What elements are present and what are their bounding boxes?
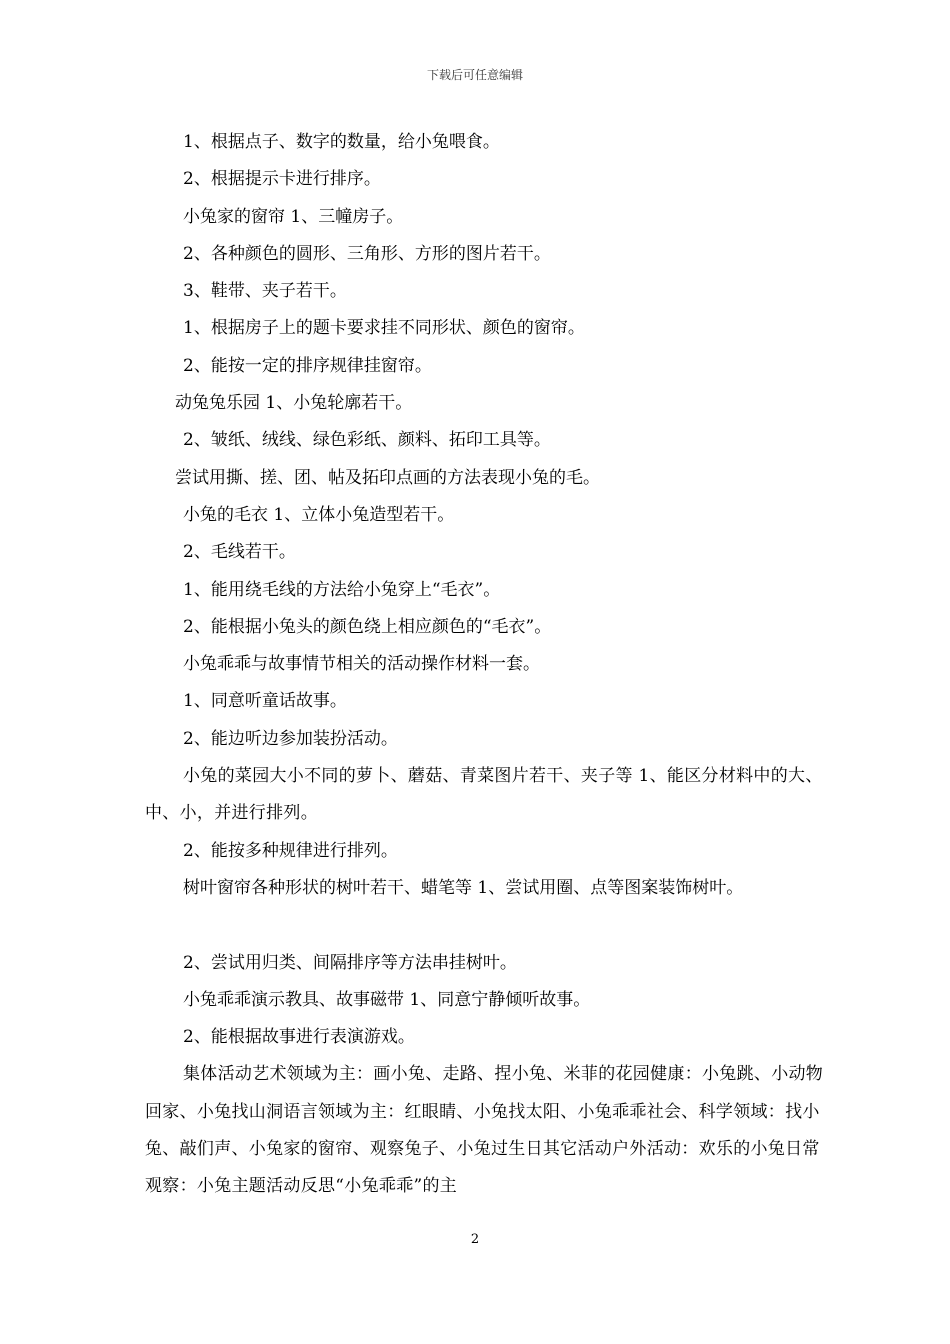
paragraph: 小兔乖乖演示教具、故事磁带 1、同意宁静倾听故事。: [183, 989, 591, 1010]
paragraph: 小兔的毛衣 1、立体小兔造型若干。: [183, 504, 455, 525]
paragraph: 2、尝试用归类、间隔排序等方法串挂树叶。: [183, 952, 517, 973]
paragraph: 小兔家的窗帘 1、三幢房子。: [183, 206, 404, 227]
paragraph: 3、鞋带、夹子若干。: [183, 281, 347, 302]
paragraph: 2、能根据小兔头的颜色绕上相应颜色的“毛衣”。: [183, 616, 552, 637]
paragraph: 2、皱纸、绒线、绿色彩纸、颜料、拓印工具等。: [183, 430, 551, 451]
paragraph: 1、能用绕毛线的方法给小兔穿上“毛衣”。: [183, 579, 501, 600]
document-body: [145, 124, 825, 1206]
page-header: 下载后可任意编辑: [426, 68, 523, 82]
paragraph: 1、同意听童话故事。: [183, 691, 347, 712]
paragraph: 动兔兔乐园 1、小兔轮廓若干。: [175, 393, 413, 414]
paragraph: 1、根据点子、数字的数量，给小兔喂食。: [183, 132, 500, 152]
paragraph: 2、能边听边参加装扮活动。: [183, 728, 398, 749]
paragraph: 集体活动艺术领域为主：画小兔、走路、捏小兔、米菲的花园健康：小兔跳、小动物回家、小兔找山洞语言领域为主：红眼睛、小兔找太阳、小兔乖乖社会、科学领域：找小兔、敲们声、小兔家的窗帘、观察兔子、小兔过生日其它活动户外活动：欢乐的小兔日常观察：小兔主题活动反思“小兔乖乖”的主: [145, 1064, 824, 1197]
page-number: 2: [470, 1232, 480, 1247]
paragraph: 小兔乖乖与故事情节相关的活动操作材料一套。: [183, 654, 540, 675]
paragraph: 尝试用撕、搓、团、帖及拓印点画的方法表现小兔的毛。: [175, 467, 600, 488]
paragraph: 2、毛线若干。: [183, 542, 296, 563]
paragraph: 小兔的菜园大小不同的萝卜、蘑菇、青菜图片若干、夹子等 1、能区分材料中的大、中、小，并进行排列。: [145, 766, 823, 824]
paragraph: 2、能根据故事进行表演游戏。: [183, 1027, 415, 1048]
paragraph: 2、能按一定的排序规律挂窗帘。: [183, 355, 432, 376]
paragraph: 1、根据房子上的题卡要求挂不同形状、颜色的窗帘。: [183, 318, 585, 339]
blank-line: [145, 907, 825, 944]
paragraph: 2、能按多种规律进行排列。: [183, 840, 398, 861]
paragraph: 树叶窗帘各种形状的树叶若干、蜡笔等 1、尝试用圈、点等图案装饰树叶。: [183, 877, 744, 898]
paragraph: 2、根据提示卡进行排序。: [183, 169, 381, 190]
paragraph: 2、各种颜色的圆形、三角形、方形的图片若干。: [183, 243, 551, 264]
